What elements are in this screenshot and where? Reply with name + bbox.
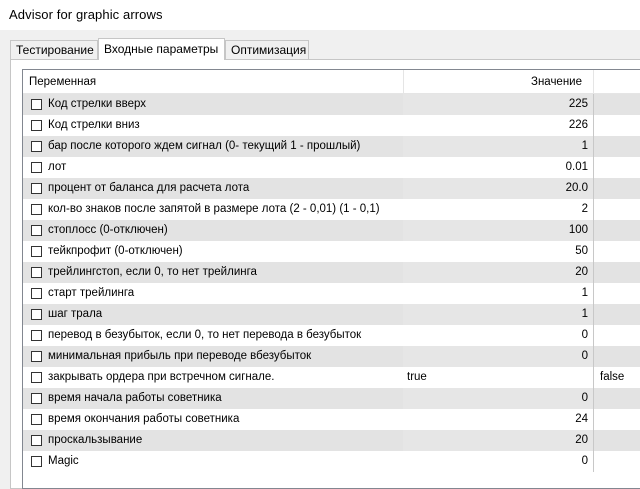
optimize-checkbox[interactable] xyxy=(31,162,42,173)
column-header-value[interactable]: Значение xyxy=(531,76,582,88)
table-row[interactable] xyxy=(23,157,640,178)
tab-testing[interactable]: Тестирование xyxy=(10,40,98,59)
table-row[interactable] xyxy=(23,451,640,472)
variable-name: процент от баланса для расчета лота xyxy=(48,182,250,194)
variable-name: время окончания работы советника xyxy=(48,413,240,425)
variable-cell xyxy=(23,451,403,472)
table-row[interactable] xyxy=(23,115,640,136)
optimize-checkbox[interactable] xyxy=(31,120,42,131)
tab-optimization[interactable]: Оптимизация xyxy=(225,40,309,59)
column-divider xyxy=(593,430,594,451)
variable-cell xyxy=(23,136,403,157)
column-divider xyxy=(593,283,594,304)
column-divider xyxy=(593,241,594,262)
variable-name: перевод в безубыток, если 0, то нет перевода в безубыток xyxy=(48,329,362,341)
column-divider xyxy=(593,409,594,430)
optimize-checkbox[interactable] xyxy=(31,204,42,215)
column-divider xyxy=(593,304,594,325)
optimize-checkbox[interactable] xyxy=(31,435,42,446)
table-row[interactable] xyxy=(23,94,640,115)
column-divider xyxy=(593,199,594,220)
table-row[interactable] xyxy=(23,220,640,241)
optimize-checkbox[interactable] xyxy=(31,372,42,383)
optimize-checkbox[interactable] xyxy=(31,141,42,152)
column-divider xyxy=(593,325,594,346)
value-cell[interactable]: 1 xyxy=(403,136,593,157)
title-bar xyxy=(0,0,640,30)
value-cell[interactable]: 225 xyxy=(403,94,593,115)
value-cell[interactable]: 50 xyxy=(403,241,593,262)
grid-header xyxy=(23,70,640,94)
optimize-checkbox[interactable] xyxy=(31,456,42,467)
optimize-checkbox[interactable] xyxy=(31,246,42,257)
window-title: Advisor for graphic arrows xyxy=(9,7,163,22)
optimize-checkbox[interactable] xyxy=(31,309,42,320)
variable-cell xyxy=(23,283,403,304)
variable-cell xyxy=(23,430,403,451)
value-cell[interactable]: 1 xyxy=(403,304,593,325)
table-row[interactable] xyxy=(23,136,640,157)
value-cell[interactable]: 0 xyxy=(403,325,593,346)
column-divider[interactable] xyxy=(593,70,594,93)
variable-cell xyxy=(23,262,403,283)
column-divider xyxy=(593,178,594,199)
variable-cell xyxy=(23,346,403,367)
extra-value-cell[interactable]: false xyxy=(600,371,625,383)
value-cell[interactable]: 0.01 xyxy=(403,157,593,178)
column-divider xyxy=(593,262,594,283)
variable-cell xyxy=(23,94,403,115)
variable-name: время начала работы советника xyxy=(48,392,222,404)
variable-cell xyxy=(23,304,403,325)
table-row[interactable] xyxy=(23,199,640,220)
variable-name: Код стрелки вверх xyxy=(48,98,147,110)
column-divider xyxy=(593,451,594,472)
tab-input-parameters[interactable]: Входные параметры xyxy=(98,38,225,60)
column-divider xyxy=(593,157,594,178)
table-row[interactable] xyxy=(23,304,640,325)
table-row[interactable] xyxy=(23,241,640,262)
variable-cell xyxy=(23,241,403,262)
table-row[interactable] xyxy=(23,346,640,367)
variable-cell xyxy=(23,178,403,199)
column-divider xyxy=(593,220,594,241)
variable-name: кол-во знаков после запятой в размере лота (2 - 0,01) (1 - 0,1) xyxy=(48,203,380,215)
value-cell[interactable]: 0 xyxy=(403,451,593,472)
column-divider xyxy=(593,136,594,157)
variable-cell xyxy=(23,409,403,430)
variable-cell xyxy=(23,367,403,388)
variable-name: Magic xyxy=(48,455,79,467)
variable-name: стоплосс (0-отключен) xyxy=(48,224,168,236)
optimize-checkbox[interactable] xyxy=(31,351,42,362)
table-row[interactable] xyxy=(23,178,640,199)
variable-name: проскальзывание xyxy=(48,434,143,446)
optimize-checkbox[interactable] xyxy=(31,267,42,278)
table-row[interactable] xyxy=(23,325,640,346)
variable-cell xyxy=(23,220,403,241)
tab-strip xyxy=(10,38,640,60)
table-row[interactable] xyxy=(23,283,640,304)
column-divider xyxy=(593,115,594,136)
variable-name: Код стрелки вниз xyxy=(48,119,140,131)
parameters-grid xyxy=(22,69,640,489)
value-cell[interactable]: 0 xyxy=(403,346,593,367)
variable-cell xyxy=(23,199,403,220)
variable-cell xyxy=(23,388,403,409)
variable-name: бар после которого ждем сигнал (0- текущий 1 - прошлый) xyxy=(48,140,361,152)
value-cell[interactable]: 20 xyxy=(403,430,593,451)
value-cell[interactable]: 20.0 xyxy=(403,178,593,199)
variable-name: закрывать ордера при встречном сигнале. xyxy=(48,371,275,383)
variable-cell xyxy=(23,325,403,346)
optimize-checkbox[interactable] xyxy=(31,414,42,425)
optimize-checkbox[interactable] xyxy=(31,99,42,110)
variable-name: трейлингстоп, если 0, то нет трейлинга xyxy=(48,266,257,278)
table-row[interactable] xyxy=(23,262,640,283)
variable-name: тейкпрофит (0-отключен) xyxy=(48,245,183,257)
optimize-checkbox[interactable] xyxy=(31,225,42,236)
optimize-checkbox[interactable] xyxy=(31,330,42,341)
column-divider xyxy=(593,346,594,367)
optimize-checkbox[interactable] xyxy=(31,288,42,299)
table-row[interactable] xyxy=(23,388,640,409)
value-cell[interactable]: 24 xyxy=(403,409,593,430)
value-cell[interactable]: 0 xyxy=(403,388,593,409)
value-cell[interactable]: 226 xyxy=(403,115,593,136)
optimize-checkbox[interactable] xyxy=(31,183,42,194)
column-header-variable[interactable]: Переменная xyxy=(29,76,97,88)
value-cell[interactable]: 100 xyxy=(403,220,593,241)
table-row[interactable] xyxy=(23,409,640,430)
column-divider xyxy=(593,388,594,409)
value-cell[interactable]: 20 xyxy=(403,262,593,283)
column-divider xyxy=(593,94,594,115)
variable-name: минимальная прибыль при переводе вбезубыток xyxy=(48,350,312,362)
variable-cell xyxy=(23,115,403,136)
table-row[interactable] xyxy=(23,430,640,451)
variable-name: шаг трала xyxy=(48,308,103,320)
optimize-checkbox[interactable] xyxy=(31,393,42,404)
variable-name: старт трейлинга xyxy=(48,287,135,299)
value-cell[interactable]: 1 xyxy=(403,283,593,304)
value-cell[interactable]: true xyxy=(403,367,593,388)
variable-cell xyxy=(23,157,403,178)
column-divider xyxy=(593,367,594,388)
table-row[interactable] xyxy=(23,367,640,388)
value-cell[interactable]: 2 xyxy=(403,199,593,220)
variable-name: лот xyxy=(48,161,67,173)
